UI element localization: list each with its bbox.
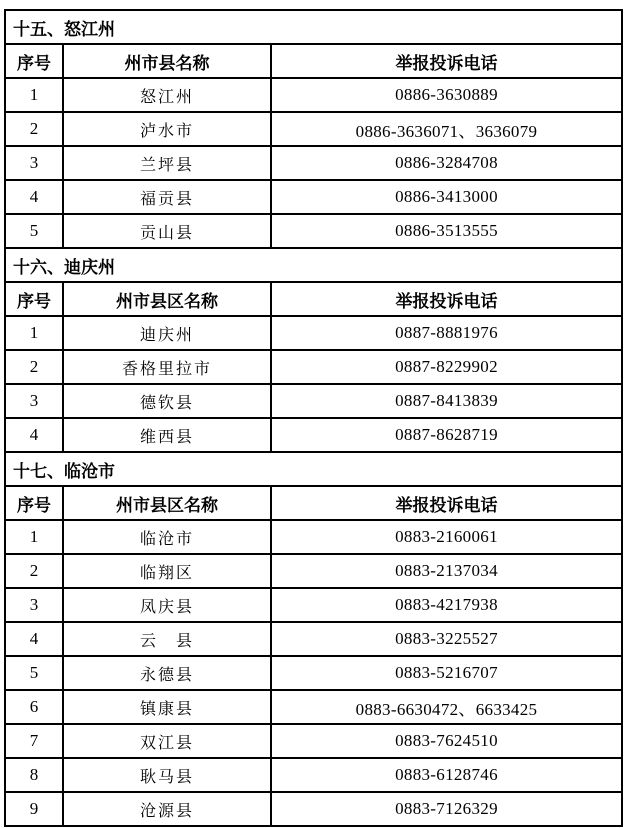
table-row xyxy=(5,112,622,146)
index-column-header: 序号 xyxy=(5,282,63,316)
section-title: 十五、怒江州 xyxy=(5,10,622,44)
phone-number-cell: 0883-4217938 xyxy=(271,588,622,622)
row-index-cell: 4 xyxy=(5,180,63,214)
table-row xyxy=(5,656,622,690)
table-row xyxy=(5,78,622,112)
region-name-cell: 贡山县 xyxy=(63,214,271,248)
row-index-cell: 3 xyxy=(5,384,63,418)
section-title-row xyxy=(5,248,622,282)
phone-number-cell: 0886-3513555 xyxy=(271,214,622,248)
table-row xyxy=(5,690,622,724)
phone-number-cell: 0887-8229902 xyxy=(271,350,622,384)
phone-number-cell: 0883-6128746 xyxy=(271,758,622,792)
phone-number-cell: 0887-8413839 xyxy=(271,384,622,418)
region-name-cell: 双江县 xyxy=(63,724,271,758)
region-name-cell: 迪庆州 xyxy=(63,316,271,350)
name-column-header: 州市县区名称 xyxy=(63,282,271,316)
row-index-cell: 8 xyxy=(5,758,63,792)
row-index-cell: 9 xyxy=(5,792,63,826)
index-column-header: 序号 xyxy=(5,44,63,78)
table-row xyxy=(5,180,622,214)
row-index-cell: 2 xyxy=(5,350,63,384)
region-name-cell: 维西县 xyxy=(63,418,271,452)
phone-column-header: 举报投诉电话 xyxy=(271,44,622,78)
region-name-cell: 福贡县 xyxy=(63,180,271,214)
phone-number-cell: 0883-7624510 xyxy=(271,724,622,758)
phone-number-cell: 0883-5216707 xyxy=(271,656,622,690)
table-row xyxy=(5,146,622,180)
row-index-cell: 1 xyxy=(5,316,63,350)
phone-column-header: 举报投诉电话 xyxy=(271,486,622,520)
region-name-cell: 德钦县 xyxy=(63,384,271,418)
table-row xyxy=(5,418,622,452)
table-row xyxy=(5,384,622,418)
row-index-cell: 7 xyxy=(5,724,63,758)
table-row xyxy=(5,758,622,792)
phone-number-cell: 0886-3630889 xyxy=(271,78,622,112)
column-header-row xyxy=(5,282,622,316)
phone-number-cell: 0883-7126329 xyxy=(271,792,622,826)
table-row xyxy=(5,350,622,384)
table-row xyxy=(5,316,622,350)
row-index-cell: 5 xyxy=(5,656,63,690)
column-header-row xyxy=(5,486,622,520)
row-index-cell: 2 xyxy=(5,554,63,588)
region-name-cell: 泸水市 xyxy=(63,112,271,146)
table-row xyxy=(5,214,622,248)
phone-number-cell: 0883-6630472、6633425 xyxy=(271,690,622,724)
region-name-cell: 临翔区 xyxy=(63,554,271,588)
table-row xyxy=(5,622,622,656)
column-header-row xyxy=(5,44,622,78)
region-name-cell: 兰坪县 xyxy=(63,146,271,180)
index-column-header: 序号 xyxy=(5,486,63,520)
section-title: 十六、迪庆州 xyxy=(5,248,622,282)
name-column-header: 州市县名称 xyxy=(63,44,271,78)
region-name-cell: 怒江州 xyxy=(63,78,271,112)
table-row xyxy=(5,554,622,588)
region-name-cell: 凤庆县 xyxy=(63,588,271,622)
phone-number-cell: 0883-3225527 xyxy=(271,622,622,656)
row-index-cell: 4 xyxy=(5,418,63,452)
name-column-header: 州市县区名称 xyxy=(63,486,271,520)
region-name-cell: 耿马县 xyxy=(63,758,271,792)
phone-column-header: 举报投诉电话 xyxy=(271,282,622,316)
table-row xyxy=(5,792,622,826)
hotline-table xyxy=(4,9,623,827)
row-index-cell: 6 xyxy=(5,690,63,724)
region-name-cell: 镇康县 xyxy=(63,690,271,724)
phone-number-cell: 0883-2160061 xyxy=(271,520,622,554)
phone-number-cell: 0886-3636071、3636079 xyxy=(271,112,622,146)
section-title: 十七、临沧市 xyxy=(5,452,622,486)
phone-number-cell: 0886-3284708 xyxy=(271,146,622,180)
region-name-cell: 临沧市 xyxy=(63,520,271,554)
row-index-cell: 1 xyxy=(5,520,63,554)
section-title-row xyxy=(5,10,622,44)
phone-number-cell: 0887-8628719 xyxy=(271,418,622,452)
table-row xyxy=(5,588,622,622)
row-index-cell: 4 xyxy=(5,622,63,656)
row-index-cell: 2 xyxy=(5,112,63,146)
phone-number-cell: 0883-2137034 xyxy=(271,554,622,588)
table-row xyxy=(5,520,622,554)
phone-number-cell: 0886-3413000 xyxy=(271,180,622,214)
region-name-cell: 香格里拉市 xyxy=(63,350,271,384)
region-name-cell: 永德县 xyxy=(63,656,271,690)
phone-number-cell: 0887-8881976 xyxy=(271,316,622,350)
section-title-row xyxy=(5,452,622,486)
row-index-cell: 3 xyxy=(5,146,63,180)
region-name-cell: 云 县 xyxy=(63,622,271,656)
row-index-cell: 1 xyxy=(5,78,63,112)
row-index-cell: 5 xyxy=(5,214,63,248)
hotline-table-body xyxy=(5,10,622,826)
table-row xyxy=(5,724,622,758)
row-index-cell: 3 xyxy=(5,588,63,622)
region-name-cell: 沧源县 xyxy=(63,792,271,826)
